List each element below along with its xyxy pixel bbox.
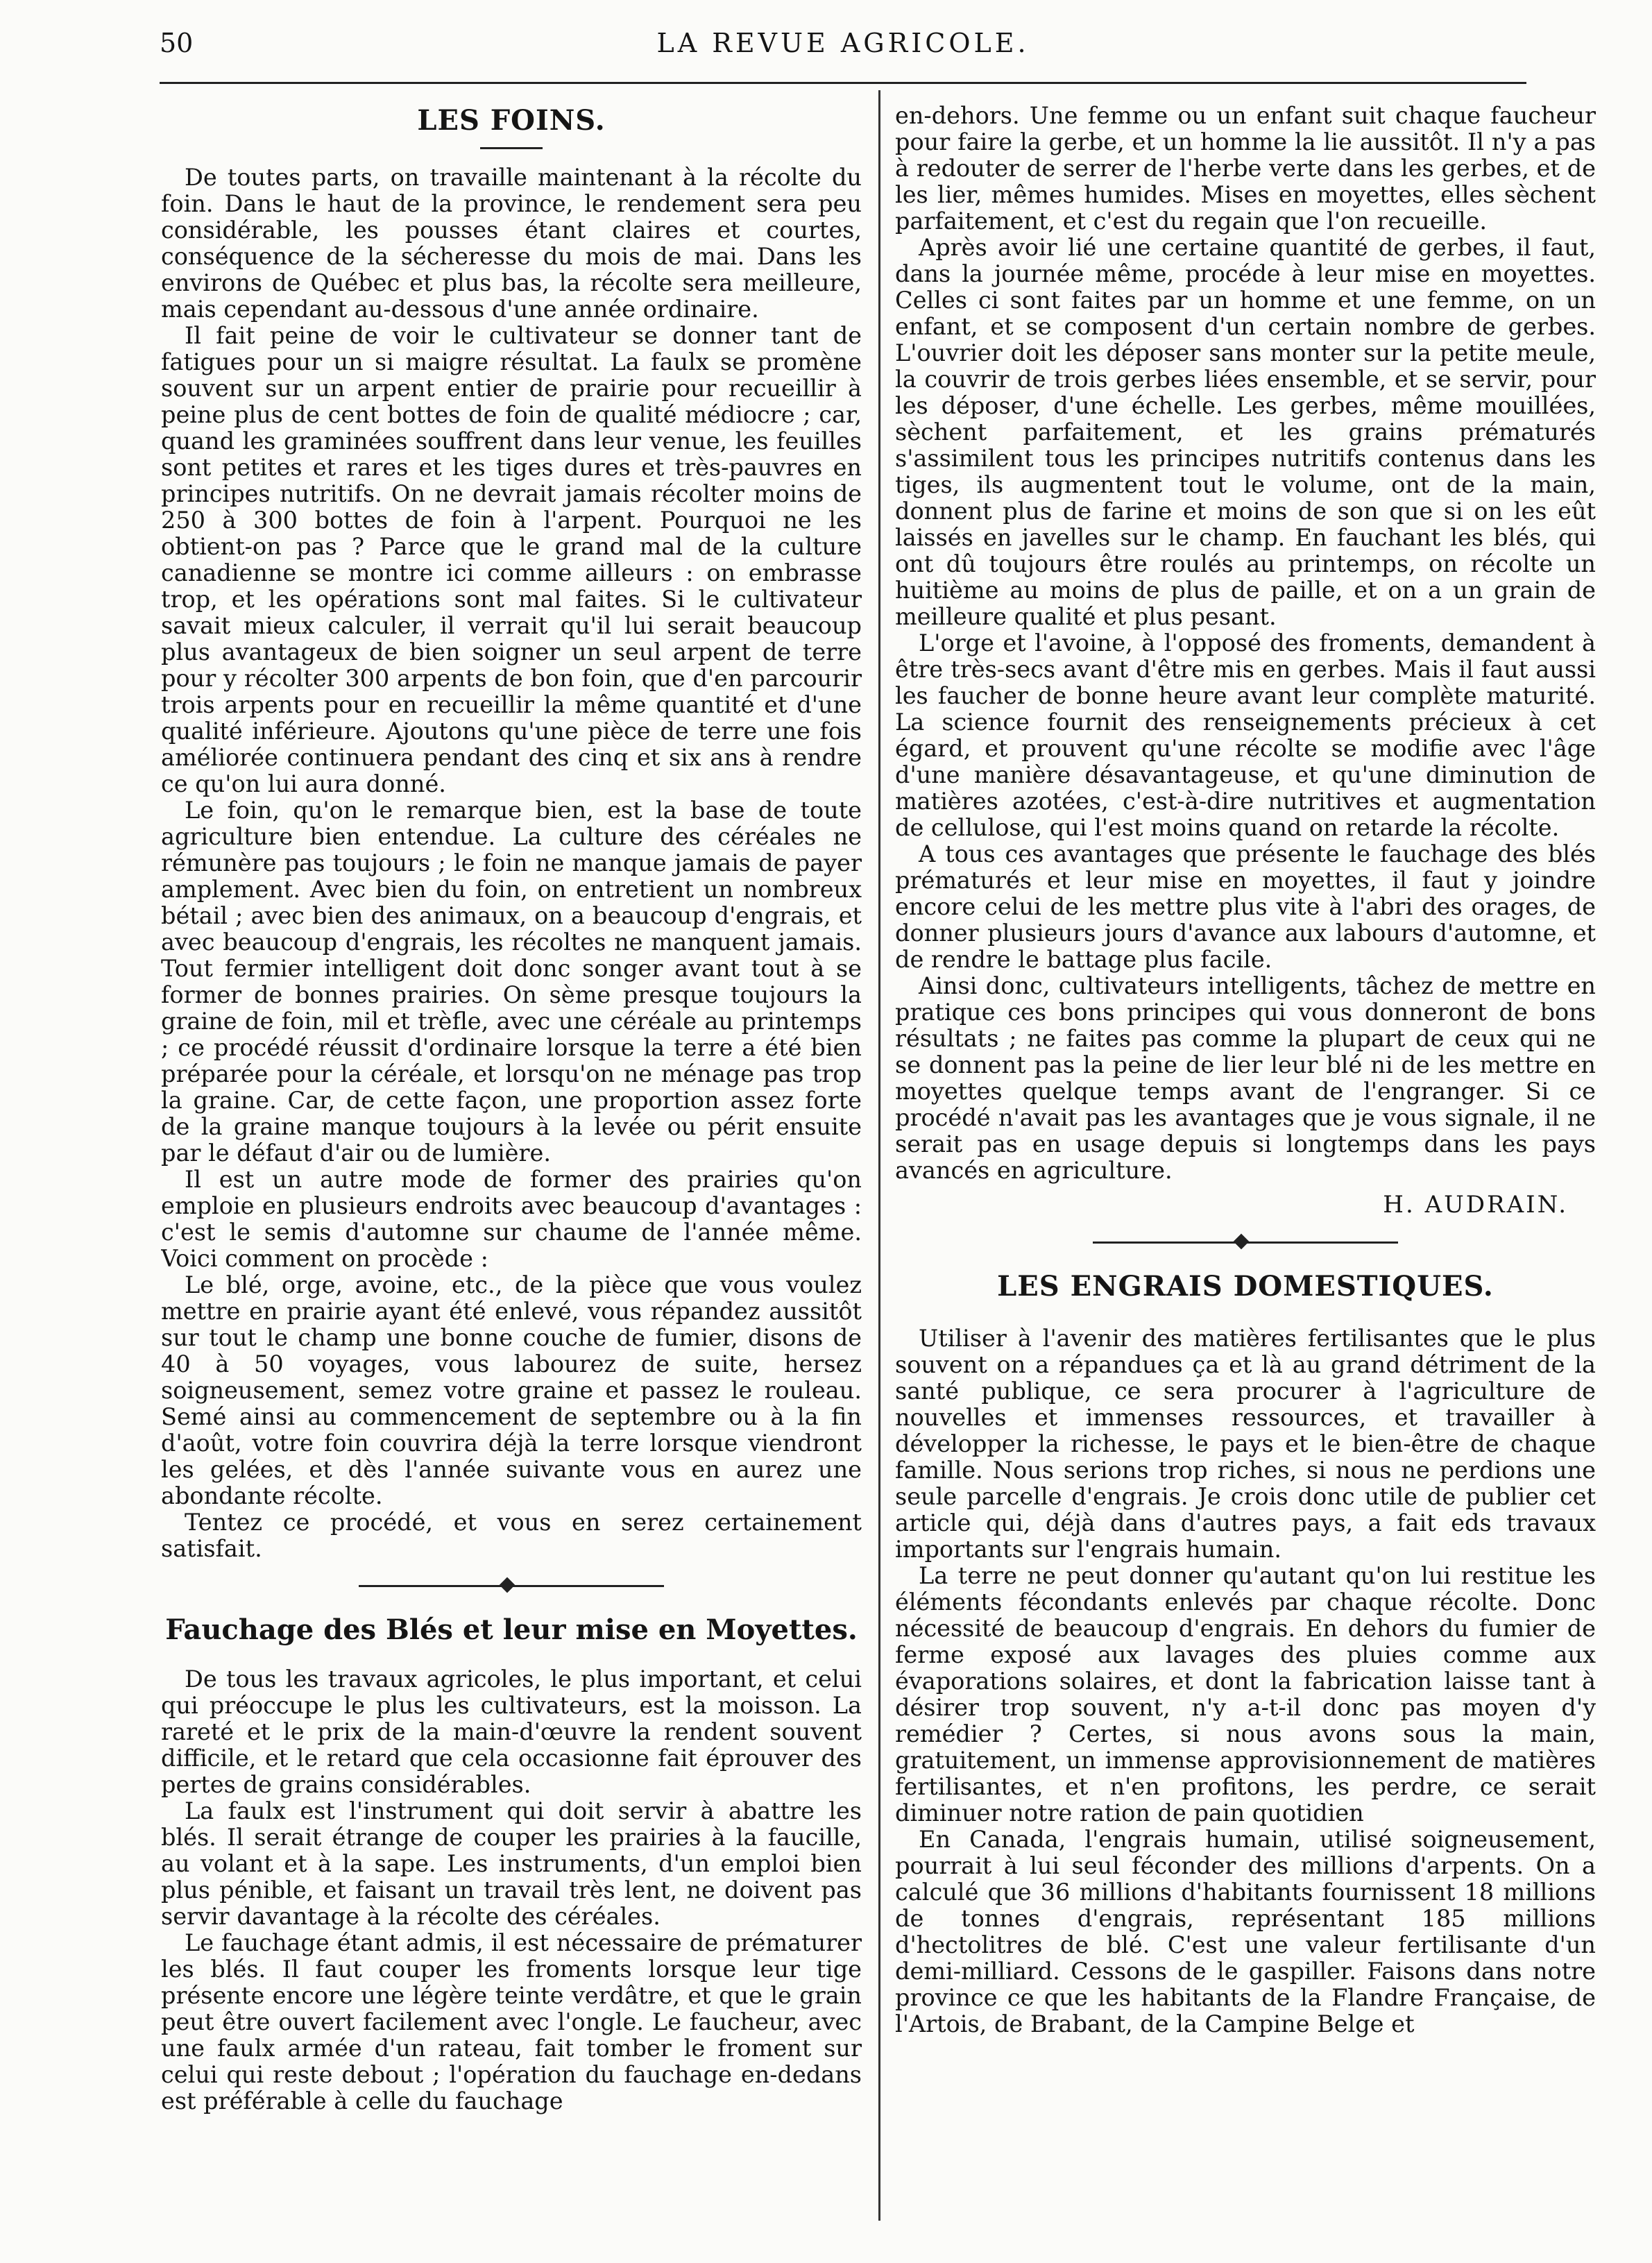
paragraph: Le blé, orge, avoine, etc., de la pièce que vous voulez mettre en prairie ayant été enlevé, vous répandez aussitôt sur tout le champ une bonne couche de fumier, disons de 40 à 50 voyages, vous labourez de suite, hersez soigneusement, semez votre graine et passez le rouleau. Semé ainsi au commencement de septembre ou à la fin d'août, votre foin couvrira déjà la terre lorsque viendront les gelées, et dès l'année suivante vous en aurez une abondante récolte.: [161, 1271, 862, 1509]
paragraph: Il fait peine de voir le cultivateur se donner tant de fatigues pour un si maigre résultat. La faulx se promène souvent sur un arpent entier de prairie pour recueillir à peine plus de cent bottes de foin de qualité médiocre ; car, quand les graminées souffrent dans leur venue, les feuilles sont petites et rares et les tiges dures et très-pauvres en principes nutritifs. On ne devrait jamais récolter moins de 250 à 300 bottes de foin à l'arpent. Pourquoi ne les obtient-on pas ? Parce que le grand mal de la culture canadienne se montre ici comme ailleurs : on embrasse trop, et les opérations sont mal faites. Si le cultivateur savait mieux calculer, il verrait qu'il lui serait beaucoup plus avantageux de bien soigner un seul arpent de terre pour y récolter 300 arpents de bon foin, que d'en parcourir trois arpents pour en recueillir la même quantité et d'une qualité inférieure. Ajoutons qu'une pièce de terre une fois améliorée continuera pendant des cinq et six ans à rendre ce qu'on lui aura donné.: [161, 322, 862, 797]
article-title: Fauchage des Blés et leur mise en Moyettes.: [165, 1613, 858, 1646]
paragraph: En Canada, l'engrais humain, utilisé soigneusement, pourrait à lui seul féconder des millions d'arpents. On a calculé que 36 millions d'habitants fournissent 18 millions de tonnes d'engrais, représentant 185 millions d'hectolitres de blé. C'est une valeur fertilisante d'un demi-milliard. Cessons de le gaspiller. Faisons dans notre province ce que les habitants de la Flandre Française, de l'Artois, de Brabant, de la Campine Belge et: [895, 1826, 1596, 2037]
article-title: LES ENGRAIS DOMESTIQUES.: [997, 1270, 1494, 1303]
paragraph: Le fauchage étant admis, il est nécessaire de prématurer les blés. Il faut couper les froments lorsque leur tige présente encore une légère teinte verdâtre, et que le grain peut être ouvert facilement avec l'ongle. Le faucheur, avec une faulx armée d'un rateau, fait tomber le froment sur celui qui reste debout ; l'opération du fauchage en-dedans est préférable à celle du fauchage: [161, 1929, 862, 2114]
article-fauchage-continued: [895, 103, 1596, 1219]
section-separator-ornament: [359, 1577, 664, 1594]
paragraph: en-dehors. Une femme ou un enfant suit chaque faucheur pour faire la gerbe, et un homme la lie aussitôt. Il n'y a pas à redouter de serrer de l'herbe verte dans les gerbes, et de les lier, mêmes humides. Mises en moyettes, elles sèchent parfaitement, et c'est du regain que l'on recueille.: [895, 103, 1596, 235]
article-fauchage: [161, 1612, 862, 2114]
page-header: [160, 28, 1526, 69]
column-divider: [878, 90, 880, 2221]
paragraph: L'orge et l'avoine, à l'opposé des froments, demandent à être très-secs avant d'être mis en gerbes. Mais il faut aussi les faucher de bonne heure avant leur complète maturité. La science fournit des renseignements précieux à cet égard, et prouvent qu'une récolte se modifie avec l'âge d'une manière désavantageuse, et qu'une diminution de matières azotées, c'est-à-dire nutritives et augmentation de cellulose, qui l'est moins quand on retarde la récolte.: [895, 629, 1596, 841]
paragraph: De toutes parts, on travaille maintenant à la récolte du foin. Dans le haut de la province, le rendement sera peu considérable, les pousses étant claires et courtes, conséquence de la sécheresse du mois de mai. Dans les environs de Québec et plus bas, la récolte sera meilleure, mais cependant au-dessous d'une année ordinaire.: [161, 164, 862, 323]
journal-title: LA REVUE AGRICOLE.: [656, 28, 1030, 58]
paragraph: De tous les travaux agricoles, le plus important, et celui qui préoccupe le plus les cultivateurs, est la moisson. La rareté et le prix de la main-d'œuvre la rendent souvent difficile, et le retard que cela occasionne fait éprouver des pertes de grains considérables.: [161, 1666, 862, 1798]
article-engrais-domestiques: [895, 1269, 1596, 2037]
paragraph: La faulx est l'instrument qui doit servir à abattre les blés. Il serait étrange de couper les prairies à la faucille, au volant et à la sape. Les instruments, d'un emploi bien plus pénible, et faisant un travail très lent, ne doivent pas servir davantage à la récolte des céréales.: [161, 1797, 862, 1930]
paragraph: Il est un autre mode de former des prairies qu'on emploie en plusieurs endroits avec beaucoup d'avantages : c'est le semis d'automne sur chaume de l'année même. Voici comment on procède :: [161, 1166, 862, 1272]
paragraph: A tous ces avantages que présente le fauchage des blés prématurés et leur mise en moyettes, il faut y joindre encore celui de les mettre plus vite à l'abri des orages, de donner plusieurs jours d'avance aux labours d'automne, et de rendre le battage plus facile.: [895, 840, 1596, 973]
left-column: [161, 103, 862, 2240]
paragraph: La terre ne peut donner qu'autant qu'on lui restitue les éléments fécondants enlevés par chaque récolte. Donc nécessité de beaucoup d'engrais. En dehors du fumier de ferme exposé aux lavages des pluies comme aux évaporations solaires, et dont la fabrication laisse tant à désirer trop souvent, n'y a-t-il donc pas moyen d'y remédier ? Certes, si nous avons sous la main, gratuitement, un immense approvisionnement de matières fertilisantes, et n'en profitons, les perdre, ce serait diminuer notre ration de pain quotidien: [895, 1562, 1596, 1826]
paragraph: Ainsi donc, cultivateurs intelligents, tâchez de mettre en pratique ces bons principes qui vous donneront de bons résultats ; ne faites pas comme la plupart de ceux qui ne se donnent pas la peine de lier leur blé ni de les mettre en moyettes quelque temps avant de l'engranger. Si ce procédé n'avait pas les avantages que je vous signale, il ne serait pas en usage depuis si longtemps dans les pays avancés en agriculture.: [895, 972, 1596, 1184]
paragraph: Utiliser à l'avenir des matières fertilisantes que le plus souvent on a répandues ça et là au grand détriment de la santé publique, ce sera procurer à l'agriculture de nouvelles et immenses ressources, et travailler à développer la richesse, le pays et le bien-être de chaque famille. Nous serions trop riches, si nous ne perdions une seule parcelle d'engrais. Je crois donc utile de publier cet article qui, déjà dans d'autres pays, a fait eds travaux importants sur l'engrais humain.: [895, 1325, 1596, 1563]
paragraph: Le foin, qu'on le remarque bien, est la base de toute agriculture bien entendue. La culture des céréales ne rémunère pas toujours ; le foin ne manque jamais de payer amplement. Avec bien du foin, on entretient un nombreux bétail ; avec bien des animaux, on a beaucoup d'engrais, et avec beaucoup d'engrais, les récoltes ne manquent jamais. Tout fermier intelligent doit donc songer avant tout à se former de bonnes prairies. On sème presque toujours la graine de foin, mil et trèfle, avec une céréale au printemps ; ce procédé réussit d'ordinaire lorsque la terre a été bien préparée pour la céréale, et lorsqu'on ne ménage pas trop la graine. Car, de cette façon, une proportion assez forte de la graine manque toujours à la levée ou périt ensuite par le défaut d'air ou de lumière.: [161, 797, 862, 1167]
article-les-foins: [161, 103, 862, 1562]
right-column: [895, 103, 1596, 2240]
page-number: 50: [160, 28, 194, 58]
paragraph: Tentez ce procédé, et vous en serez certainement satisfait.: [161, 1509, 862, 1562]
paragraph: Après avoir lié une certaine quantité de gerbes, il faut, dans la journée même, procéde à leur mise en moyettes. Celles ci sont faites par un homme et une femme, on un enfant, et se composent d'un certain nombre de gerbes. L'ouvrier doit les déposer sans monter sur la petite meule, la couvrir de trois gerbes liées ensemble, et se servir, pour les déposer, d'une échelle. Les gerbes, même mouillées, sèchent parfaitement, et les grains prématurés s'assimilent tous les principes nutritifs contenus dans les tiges, ils augmentent tout le volume, ont de la main, donnent plus de farine et moins de son que si on les eût laissés en javelles sur le champ. En fauchant les blés, qui ont dû toujours être roulés au printemps, on récolte un huitième au moins de plus de paille, et on a un grain de meilleure qualité et plus pesant.: [895, 234, 1596, 630]
title-rule: [480, 147, 543, 149]
section-separator-ornament: [1093, 1234, 1398, 1251]
header-rule: [160, 82, 1526, 84]
author-signature: H. AUDRAIN.: [1383, 1191, 1568, 1219]
article-title: LES FOINS.: [417, 104, 606, 137]
